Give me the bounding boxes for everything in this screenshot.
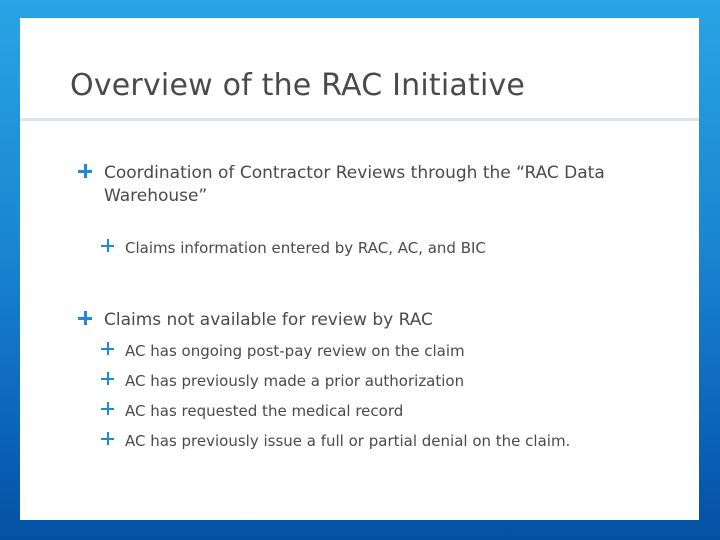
bullet-item [78,162,658,208]
bullet-text: Coordination of Contractor Reviews through the “RAC Data Warehouse” [104,163,605,206]
sub-bullet-text: Claims information entered by RAC, AC, and BIC [125,239,486,257]
sub-bullet-item [101,431,671,451]
slide [20,18,699,520]
bullet-text: Claims not available for review by RAC [104,310,433,330]
plus-bullet-icon [101,372,114,385]
sub-bullet-item [101,371,661,391]
sub-bullet-text: AC has previously issue a full or partial denial on the claim. [125,432,571,450]
sub-bullet-item [101,341,661,361]
sub-bullet-item [101,401,661,421]
bullet-item [78,309,658,332]
plus-bullet-icon [101,239,114,252]
plus-bullet-icon [101,342,114,355]
slide-title: Overview of the RAC Initiative [70,68,526,103]
plus-bullet-icon [101,432,114,445]
title-divider [20,118,699,121]
sub-bullet-item [101,238,661,258]
title-area [20,18,699,118]
sub-bullet-text: AC has ongoing post-pay review on the claim [125,342,465,360]
plus-bullet-icon [101,402,114,415]
sub-bullet-text: AC has previously made a prior authorization [125,372,465,390]
plus-bullet-icon [78,311,92,325]
plus-bullet-icon [78,164,92,178]
sub-bullet-text: AC has requested the medical record [125,402,404,420]
